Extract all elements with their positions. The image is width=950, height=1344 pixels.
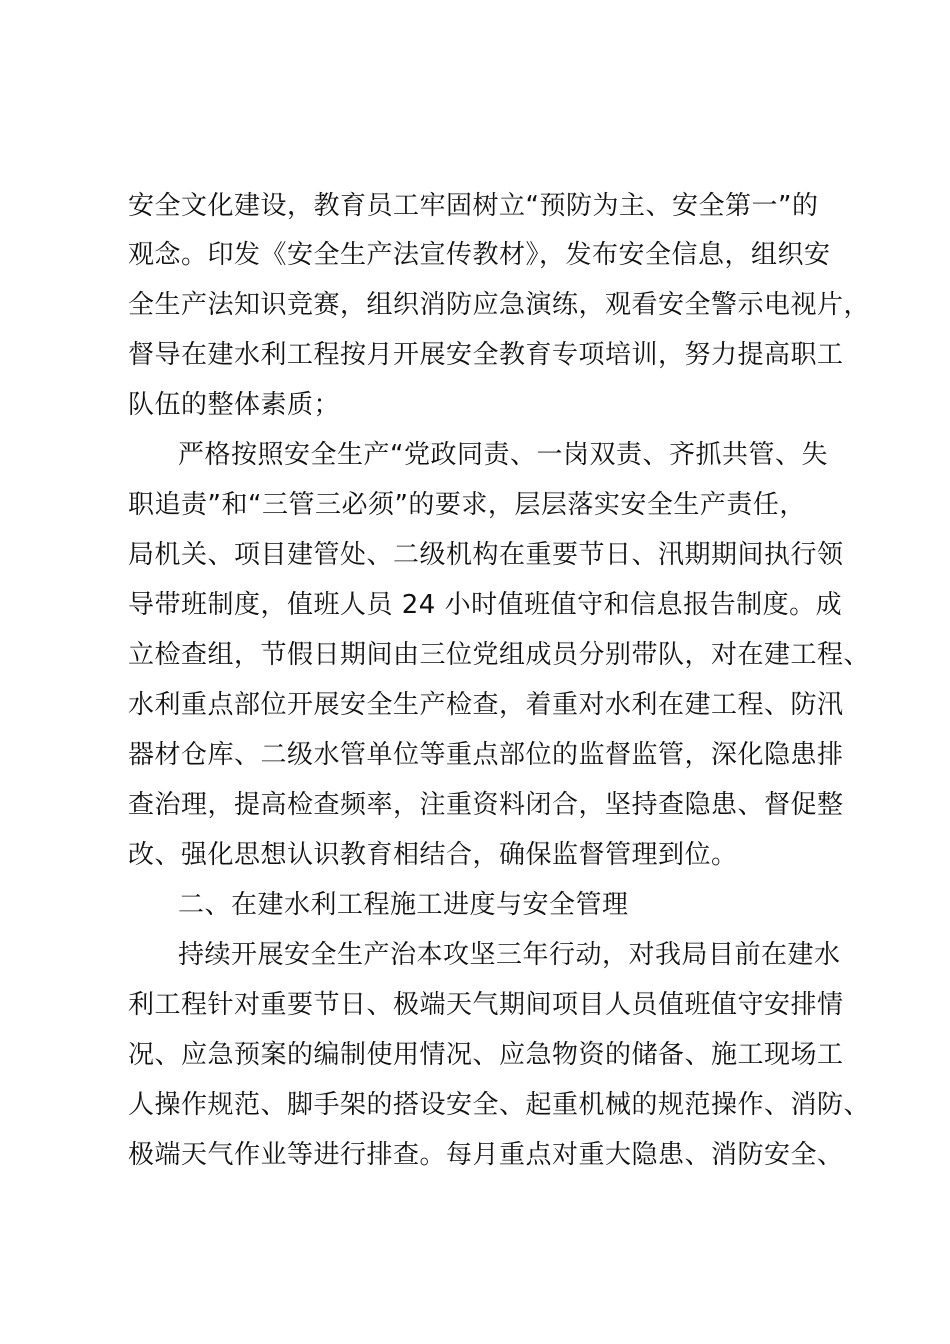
paragraph-2-line-1: 严格按照安全生产“党政同责、一岗双责、齐抓共管、失 <box>178 440 828 470</box>
text-line-17: 利工程针对重要节日、极端天气期间项目人员值班值守安排情 <box>128 990 844 1020</box>
text-line-13: 查治理，提高检查频率，注重资料闭合，坚持查隐患、督促整 <box>128 790 844 820</box>
text-line-12: 器材仓库、二级水管单位等重点部位的监督监管，深化隐患排 <box>128 740 844 770</box>
text-line-20: 极端天气作业等进行排查。每月重点对重大隐患、消防安全、 <box>128 1140 844 1170</box>
paragraph-3-line-1: 持续开展安全生产治本攻坚三年行动，对我局目前在建水 <box>178 940 841 970</box>
text-line-5: 队伍的整体素质； <box>128 390 341 420</box>
text-line-9: 导带班制度，值班人员 24 小时值班值守和信息报告制度。成 <box>128 590 843 620</box>
text-line-10: 立检查组，节假日期间由三位党组成员分别带队，对在建工程、 <box>128 640 871 670</box>
text-line-11: 水利重点部位开展安全生产检查，着重对水利在建工程、防汛 <box>128 690 844 720</box>
text-line-18: 况、应急预案的编制使用情况、应急物资的储备、施工现场工 <box>128 1040 844 1070</box>
section-heading: 二、在建水利工程施工进度与安全管理 <box>178 890 629 920</box>
text-line-1: 安全文化建设，教育员工牢固树立“预防为主、安全第一”的 <box>128 191 819 221</box>
text-line-8: 局机关、项目建管处、二级机构在重要节日、汛期期间执行领 <box>128 540 844 570</box>
text-line-19: 人操作规范、脚手架的搭设安全、起重机械的规范操作、消防、 <box>128 1090 871 1120</box>
text-line-4: 督导在建水利工程按月开展安全教育专项培训，努力提高职工 <box>128 340 844 370</box>
text-line-2: 观念。印发《安全生产法宣传教材》，发布安全信息，组织安 <box>128 240 831 270</box>
text-line-14: 改、强化思想认识教育相结合，确保监督管理到位。 <box>128 840 738 870</box>
text-line-3: 全生产法知识竞赛，组织消防应急演练，观看安全警示电视片， <box>128 290 871 320</box>
text-line-7: 职追责”和“三管三必须”的要求，层层落实安全生产责任， <box>128 490 806 520</box>
